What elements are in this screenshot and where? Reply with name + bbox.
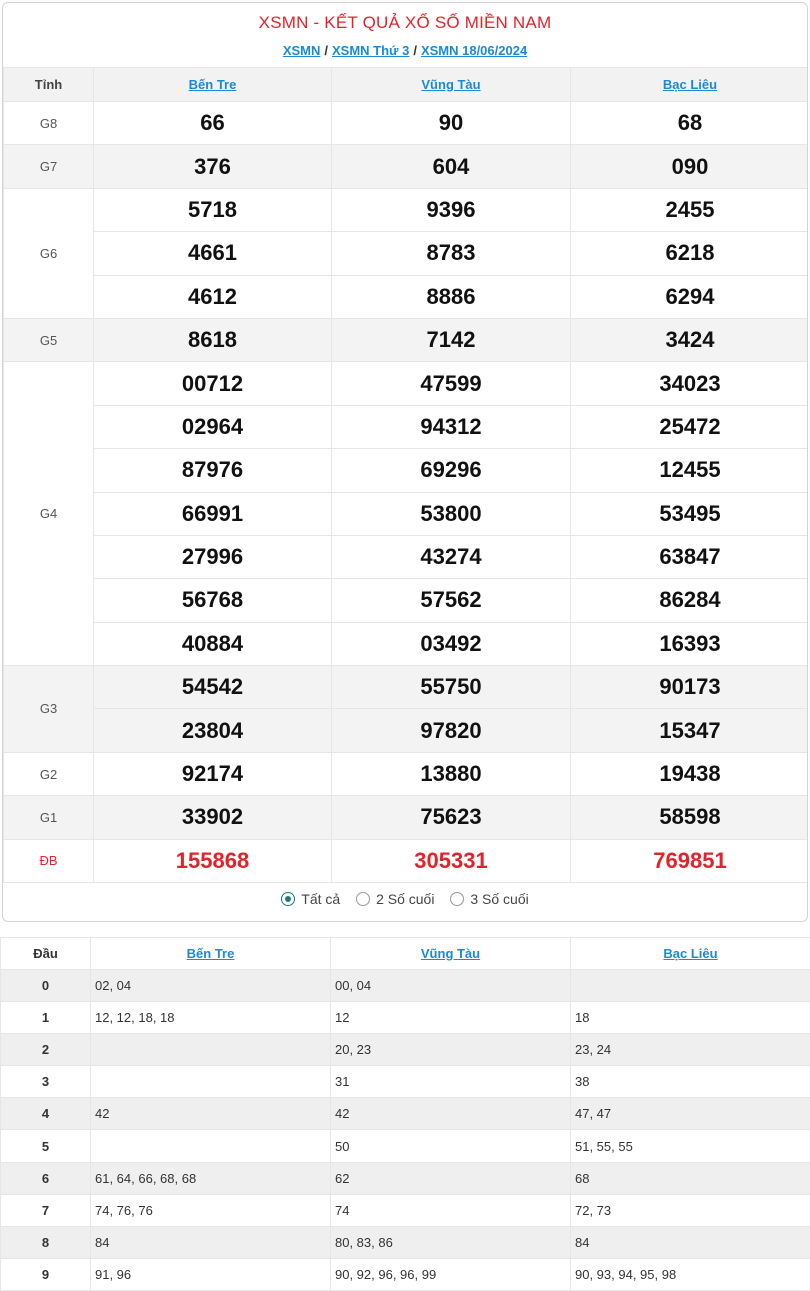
radio-icon[interactable] xyxy=(281,892,295,906)
head-row xyxy=(1,1226,810,1258)
prize-number: 68 xyxy=(571,102,809,145)
prize-number: 12455 xyxy=(571,449,809,492)
prize-row xyxy=(4,535,809,578)
results-table xyxy=(3,67,808,883)
prize-number: 4612 xyxy=(94,275,332,318)
tail-numbers: 42 xyxy=(331,1098,571,1130)
tail-numbers: 51, 55, 55 xyxy=(571,1130,810,1162)
head-digit: 4 xyxy=(1,1098,91,1130)
prize-row xyxy=(4,622,809,665)
tail-numbers: 74, 76, 76 xyxy=(91,1194,331,1226)
breadcrumb-separator: / xyxy=(324,43,328,58)
prize-number: 6294 xyxy=(571,275,809,318)
prize-number: 90 xyxy=(332,102,571,145)
prize-number: 03492 xyxy=(332,622,571,665)
province-header xyxy=(91,938,331,970)
head-digit-table xyxy=(0,937,810,1291)
province-link-bac-lieu[interactable]: Bạc Liêu xyxy=(663,946,717,961)
tail-numbers: 50 xyxy=(331,1130,571,1162)
head-digit: 2 xyxy=(1,1034,91,1066)
province-header xyxy=(94,68,332,102)
results-body xyxy=(4,102,809,883)
prize-number: 23804 xyxy=(94,709,332,752)
prize-number: 02964 xyxy=(94,405,332,448)
prize-number: 8618 xyxy=(94,318,332,361)
tail-numbers: 84 xyxy=(571,1226,810,1258)
tail-numbers: 12, 12, 18, 18 xyxy=(91,1002,331,1034)
results-header-row xyxy=(4,68,809,102)
prize-number: 9396 xyxy=(332,188,571,231)
prize-label: G6 xyxy=(4,188,94,318)
prize-number: 56768 xyxy=(94,579,332,622)
head-row xyxy=(1,1258,810,1290)
prize-number: 7142 xyxy=(332,318,571,361)
tail-numbers: 72, 73 xyxy=(571,1194,810,1226)
prize-number: 8886 xyxy=(332,275,571,318)
prize-number: 63847 xyxy=(571,535,809,578)
filter-all[interactable] xyxy=(281,891,340,907)
province-link-ben-tre[interactable]: Bến Tre xyxy=(187,946,235,961)
prize-number: 69296 xyxy=(332,449,571,492)
prize-number: 58598 xyxy=(571,796,809,839)
prize-label: G1 xyxy=(4,796,94,839)
prize-number: 8783 xyxy=(332,232,571,275)
province-header xyxy=(571,938,810,970)
prize-number: 66991 xyxy=(94,492,332,535)
head-row xyxy=(1,1130,810,1162)
prize-number: 27996 xyxy=(94,535,332,578)
province-link-vung-tau[interactable]: Vũng Tàu xyxy=(421,77,480,92)
tail-numbers xyxy=(91,1066,331,1098)
prize-number: 87976 xyxy=(94,449,332,492)
page-title: XSMN - KẾT QUẢ XỔ SỐ MIỀN NAM xyxy=(3,13,807,33)
prize-label: G2 xyxy=(4,752,94,795)
prize-number: 16393 xyxy=(571,622,809,665)
tail-numbers: 18 xyxy=(571,1002,810,1034)
radio-icon[interactable] xyxy=(450,892,464,906)
prize-number: 94312 xyxy=(332,405,571,448)
breadcrumb-xsmn-weekday[interactable]: XSMN Thứ 3 xyxy=(332,43,409,58)
tail-numbers: 38 xyxy=(571,1066,810,1098)
filter-last-2[interactable] xyxy=(356,891,434,907)
prize-number: 3424 xyxy=(571,318,809,361)
tail-numbers: 20, 23 xyxy=(331,1034,571,1066)
heads-header-row xyxy=(1,938,810,970)
prize-number: 4661 xyxy=(94,232,332,275)
head-row xyxy=(1,1098,810,1130)
head-row xyxy=(1,1162,810,1194)
prize-number: 40884 xyxy=(94,622,332,665)
prize-row xyxy=(4,752,809,795)
prize-row xyxy=(4,449,809,492)
tail-numbers: 61, 64, 66, 68, 68 xyxy=(91,1162,331,1194)
head-digit: 9 xyxy=(1,1258,91,1290)
head-digit: 7 xyxy=(1,1194,91,1226)
prize-row xyxy=(4,709,809,752)
tail-numbers: 74 xyxy=(331,1194,571,1226)
prize-number: 57562 xyxy=(332,579,571,622)
tail-numbers: 80, 83, 86 xyxy=(331,1226,571,1258)
province-header xyxy=(571,68,809,102)
head-digit: 6 xyxy=(1,1162,91,1194)
head-digit: 5 xyxy=(1,1130,91,1162)
tail-numbers: 84 xyxy=(91,1226,331,1258)
head-row xyxy=(1,1034,810,1066)
head-column-label: Đầu xyxy=(1,938,91,970)
tail-numbers: 90, 92, 96, 96, 99 xyxy=(331,1258,571,1290)
prize-number: 66 xyxy=(94,102,332,145)
head-digit: 8 xyxy=(1,1226,91,1258)
tail-numbers: 12 xyxy=(331,1002,571,1034)
head-row xyxy=(1,1066,810,1098)
prize-number: 53495 xyxy=(571,492,809,535)
tail-numbers: 00, 04 xyxy=(331,970,571,1002)
breadcrumb-xsmn[interactable]: XSMN xyxy=(283,43,321,58)
tail-numbers: 23, 24 xyxy=(571,1034,810,1066)
prize-number: 376 xyxy=(94,145,332,188)
prize-number: 97820 xyxy=(332,709,571,752)
province-column-label: Tỉnh xyxy=(4,68,94,102)
results-card xyxy=(2,2,808,922)
head-digit: 1 xyxy=(1,1002,91,1034)
tail-numbers xyxy=(91,1034,331,1066)
special-prize-number: 305331 xyxy=(332,839,571,882)
prize-number: 92174 xyxy=(94,752,332,795)
prize-number: 43274 xyxy=(332,535,571,578)
tail-numbers xyxy=(571,970,810,1002)
prize-label: G7 xyxy=(4,145,94,188)
tail-numbers: 31 xyxy=(331,1066,571,1098)
tail-numbers: 42 xyxy=(91,1098,331,1130)
prize-number: 34023 xyxy=(571,362,809,405)
province-link-vung-tau[interactable]: Vũng Tàu xyxy=(421,946,480,961)
breadcrumb-separator: / xyxy=(413,43,417,58)
prize-row xyxy=(4,275,809,318)
prize-number: 6218 xyxy=(571,232,809,275)
digit-filter-group xyxy=(3,891,807,909)
tail-numbers: 47, 47 xyxy=(571,1098,810,1130)
prize-row xyxy=(4,232,809,275)
tail-numbers: 68 xyxy=(571,1162,810,1194)
radio-icon[interactable] xyxy=(356,892,370,906)
head-row xyxy=(1,1002,810,1034)
tail-numbers: 02, 04 xyxy=(91,970,331,1002)
province-link-ben-tre[interactable]: Bến Tre xyxy=(189,77,237,92)
prize-number: 19438 xyxy=(571,752,809,795)
prize-row xyxy=(4,796,809,839)
prize-number: 33902 xyxy=(94,796,332,839)
prize-row xyxy=(4,579,809,622)
prize-number: 47599 xyxy=(332,362,571,405)
breadcrumb xyxy=(3,43,807,58)
prize-row xyxy=(4,145,809,188)
filter-last-3[interactable] xyxy=(450,891,528,907)
prize-row xyxy=(4,188,809,231)
filter-label: Tất cả xyxy=(301,891,340,907)
prize-number: 86284 xyxy=(571,579,809,622)
prize-number: 00712 xyxy=(94,362,332,405)
prize-row xyxy=(4,362,809,405)
prize-number: 15347 xyxy=(571,709,809,752)
prize-number: 55750 xyxy=(332,666,571,709)
prize-label: ĐB xyxy=(4,839,94,882)
filter-label: 2 Số cuối xyxy=(376,891,434,907)
prize-number: 75623 xyxy=(332,796,571,839)
prize-number: 25472 xyxy=(571,405,809,448)
tail-numbers: 90, 93, 94, 95, 98 xyxy=(571,1258,810,1290)
province-header xyxy=(332,68,571,102)
prize-row xyxy=(4,318,809,361)
tail-numbers xyxy=(91,1130,331,1162)
prize-row xyxy=(4,839,809,882)
heads-body xyxy=(1,970,810,1291)
prize-number: 13880 xyxy=(332,752,571,795)
tail-numbers: 91, 96 xyxy=(91,1258,331,1290)
prize-label: G4 xyxy=(4,362,94,666)
province-link-bac-lieu[interactable]: Bạc Liêu xyxy=(663,77,717,92)
prize-label: G8 xyxy=(4,102,94,145)
province-header xyxy=(331,938,571,970)
head-row xyxy=(1,1194,810,1226)
prize-label: G3 xyxy=(4,666,94,753)
head-digit: 3 xyxy=(1,1066,91,1098)
head-row xyxy=(1,970,810,1002)
filter-label: 3 Số cuối xyxy=(470,891,528,907)
special-prize-number: 155868 xyxy=(94,839,332,882)
prize-number: 090 xyxy=(571,145,809,188)
prize-number: 53800 xyxy=(332,492,571,535)
prize-number: 90173 xyxy=(571,666,809,709)
breadcrumb-xsmn-date[interactable]: XSMN 18/06/2024 xyxy=(421,43,527,58)
special-prize-number: 769851 xyxy=(571,839,809,882)
prize-row xyxy=(4,492,809,535)
tail-numbers: 62 xyxy=(331,1162,571,1194)
prize-row xyxy=(4,102,809,145)
prize-number: 604 xyxy=(332,145,571,188)
prize-row xyxy=(4,405,809,448)
prize-number: 54542 xyxy=(94,666,332,709)
prize-number: 2455 xyxy=(571,188,809,231)
prize-label: G5 xyxy=(4,318,94,361)
prize-row xyxy=(4,666,809,709)
prize-number: 5718 xyxy=(94,188,332,231)
head-digit: 0 xyxy=(1,970,91,1002)
